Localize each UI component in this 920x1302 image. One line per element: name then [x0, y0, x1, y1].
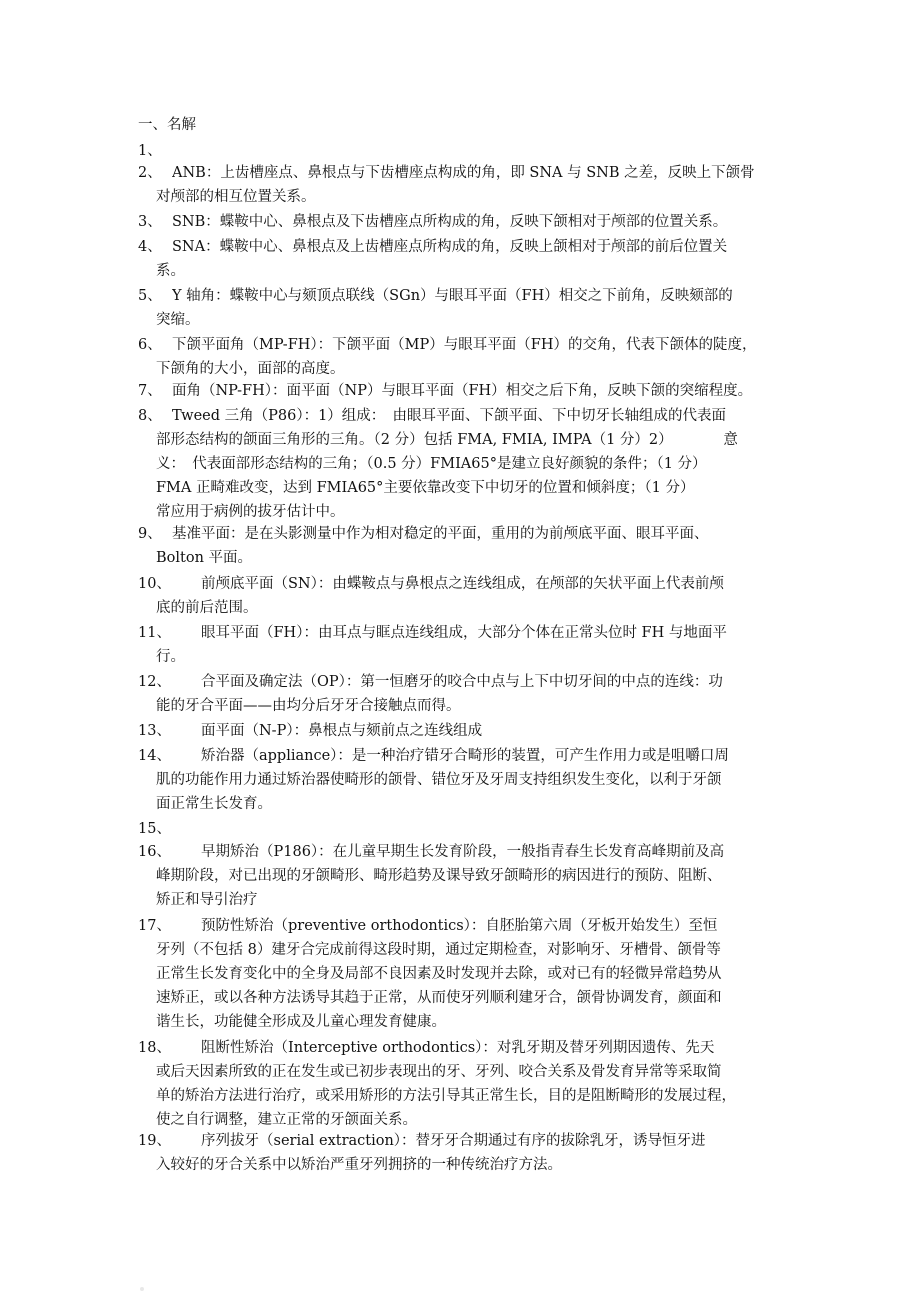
entry-line: FMA 正畸难改变，达到 FMIA65°主要依靠改变下中切牙的位置和倾斜度；（1 分）	[156, 480, 695, 496]
entry-number: 12、	[138, 674, 171, 690]
entry-text	[156, 572, 783, 620]
entry-line: 能的牙合平面——由均分后牙牙合接触点而得。	[156, 698, 461, 714]
entry-line: 对颅部的相互位置关系。	[156, 189, 316, 205]
entry-text	[156, 621, 783, 669]
entry-line: 面正常生长发育。	[156, 796, 272, 812]
entry-line: 合平面及确定法（OP）：第一恒磨牙的咬合中点与上下中切牙间的中点的连线：功	[201, 674, 723, 690]
entry-number: 17、	[138, 918, 171, 934]
entry-text	[156, 161, 783, 209]
entry-text	[156, 670, 783, 718]
entry-line: Y 轴角：蝶鞍中心与颏顶点联线（SGn）与眼耳平面（FH）相交之下前角，反映颏部的	[172, 288, 733, 304]
entry-line: 预防性矫治（preventive orthodontics）：自胚胎第六周（牙板开始发生）至恒	[201, 918, 718, 934]
entry-text	[201, 719, 783, 743]
entry-number: 8、	[138, 408, 162, 424]
entry-line: 面平面（N-P）：鼻根点与颏前点之连线组成	[201, 723, 483, 739]
entry-line: SNB：蝶鞍中心、鼻根点及下齿槽座点所构成的角，反映下颌相对于颅部的位置关系。	[172, 214, 728, 230]
entry-text	[156, 840, 783, 912]
entry-number: 13、	[138, 723, 171, 739]
entry-text	[156, 284, 783, 332]
entry-line: 突缩。	[156, 312, 200, 328]
entry-line: ANB：上齿槽座点、鼻根点与下齿槽座点构成的角，即 SNA 与 SNB 之差，反映上下颌骨	[172, 165, 755, 181]
entry-number: 5、	[138, 288, 162, 304]
entry-line: 眼耳平面（FH）：由耳点与眶点连线组成，大部分个体在正常头位时 FH 与地面平	[201, 625, 727, 641]
entry-line: 早期矫治（P186）：在儿童早期生长发育阶段，一般指青春生长发育高峰期前及高	[201, 844, 725, 860]
entry-text	[156, 1129, 783, 1177]
entry-number: 16、	[138, 844, 171, 860]
entry-text	[156, 914, 783, 1034]
entry-line: SNA：蝶鞍中心、鼻根点及上齿槽座点所构成的角，反映上颌相对于颅部的前后位置关	[172, 239, 728, 255]
entry-line: Tweed 三角（P86）：1）组成： 由眼耳平面、下颌平面、下中切牙长轴组成的代表面	[172, 408, 727, 424]
entry-text	[156, 522, 783, 570]
entry-number: 18、	[138, 1040, 171, 1056]
entry-number: 9、	[138, 526, 162, 542]
entry-line: 单的矫治方法进行治疗，或采用矫形的方法引导其正常生长，目的是阻断畸形的发展过程，	[156, 1088, 736, 1104]
entry-line: 或后天因素所致的正在发生或已初步表现出的牙、牙列、咬合关系及骨发育异常等采取简	[156, 1064, 722, 1080]
section-heading: 一、名解	[138, 117, 196, 133]
entry-line: 阻断性矫治（Interceptive orthodontics）：对乳牙期及替牙列期因遗传、先天	[201, 1040, 715, 1056]
entry-line: 底的前后范围。	[156, 600, 258, 616]
entry-text	[156, 404, 783, 524]
entry-text	[156, 744, 783, 816]
entry-text	[201, 817, 783, 841]
entry-number: 11、	[138, 625, 171, 641]
entry-text	[178, 139, 783, 163]
entry-line: 部形态结构的颌面三角形的三角。（2 分）包括 FMA, FMIA, IMPA（1 分）2） 意	[156, 432, 738, 448]
entry-text	[172, 379, 783, 403]
entry-number: 7、	[138, 383, 162, 399]
entry-text	[156, 1036, 783, 1132]
entry-number: 2、	[138, 165, 162, 181]
entry-text	[156, 333, 783, 381]
entry-line: 肌的功能作用力通过矫治器使畸形的颌骨、错位牙及牙周支持组织发生变化，以利于牙颌	[156, 772, 722, 788]
entry-line: 面角（NP-FH）：面平面（NP）与眼耳平面（FH）相交之后下角，反映下颌的突缩程度。	[172, 383, 753, 399]
entry-line: 下颌角的大小，面部的高度。	[156, 361, 345, 377]
entry-line: 基准平面：是在头影测量中作为相对稳定的平面，重用的为前颅底平面、眼耳平面、	[172, 526, 709, 542]
entry-number: 19、	[138, 1133, 171, 1149]
entry-line: 使之自行调整，建立正常的牙颌面关系。	[156, 1112, 417, 1128]
entry-number: 3、	[138, 214, 162, 230]
entry-number: 14、	[138, 748, 171, 764]
page-corner-mark	[140, 1287, 144, 1291]
entry-number: 6、	[138, 337, 162, 353]
entry-line: 常应用于病例的拔牙估计中。	[156, 504, 345, 520]
entry-line: 牙列（不包括 8）建牙合完成前得这段时期，通过定期检查，对影响牙、牙槽骨、颌骨等	[156, 942, 721, 958]
entry-line: 系。	[156, 263, 185, 279]
entry-number: 1、	[138, 143, 162, 159]
entry-line: 正常生长发育变化中的全身及局部不良因素及时发现并去除，或对已有的轻微异常趋势从	[156, 966, 722, 982]
entry-line	[201, 817, 783, 841]
entry-line: 下颌平面角（MP-FH）：下颌平面（MP）与眼耳平面（FH）的交角，代表下颌体的陡度，	[172, 337, 757, 353]
entry-line	[178, 139, 783, 163]
entry-line: 序列拔牙（serial extraction）：替牙牙合期通过有序的拔除乳牙，诱导恒牙进	[201, 1133, 706, 1149]
entry-line: 矫治器（appliance）：是一种治疗错牙合畸形的装置，可产生作用力或是咀嚼口周	[201, 748, 729, 764]
entry-number: 15、	[138, 821, 171, 837]
entry-number: 4、	[138, 239, 162, 255]
entry-line: 行。	[156, 649, 185, 665]
entry-number: 10、	[138, 576, 171, 592]
entry-line: 前颅底平面（SN）：由蝶鞍点与鼻根点之连线组成，在颅部的矢状平面上代表前颅	[201, 576, 724, 592]
entry-line: 入较好的牙合关系中以矫治严重牙列拥挤的一种传统治疗方法。	[156, 1157, 562, 1173]
entry-line: Bolton 平面。	[156, 550, 253, 566]
entry-line: 速矫正，或以各种方法诱导其趋于正常，从而使牙列顺利建牙合，颌骨协调发育，颜面和	[156, 990, 722, 1006]
entry-line: 义： 代表面部形态结构的三角；（0.5 分）FMIA65°是建立良好颜貌的条件；（1 分）	[156, 456, 707, 472]
entry-text	[172, 210, 783, 234]
entry-line: 峰期阶段，对已出现的牙颌畸形、畸形趋势及课导致牙颌畸形的病因进行的预防、阻断、	[156, 868, 722, 884]
entry-text	[156, 235, 783, 283]
entry-line: 矫正和导引治疗	[156, 892, 258, 908]
entry-line: 谐生长，功能健全形成及儿童心理发育健康。	[156, 1014, 446, 1030]
